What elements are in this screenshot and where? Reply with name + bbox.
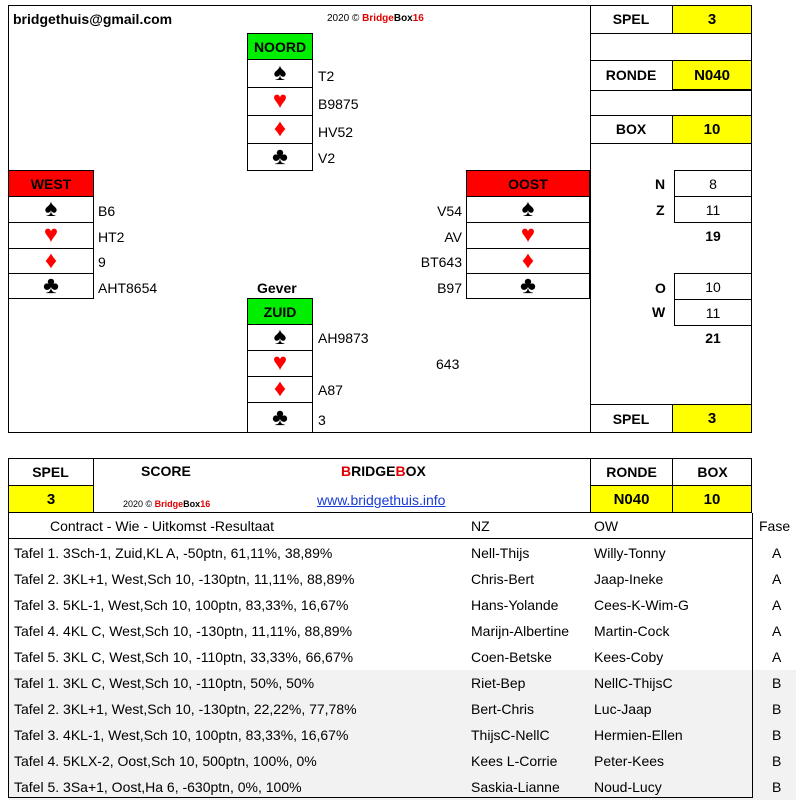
ow-cell: Jaap-Ineke [594, 571, 664, 587]
loose-text: 643 [436, 356, 460, 372]
website-link[interactable]: www.bridgethuis.info [317, 492, 446, 508]
result-cell: Tafel 2. 3KL+1, West,Sch 10, -130ptn, 22,22%, 77,78% [14, 701, 357, 717]
result-cell: Tafel 3. 4KL-1, West,Sch 10, 100ptn, 83,33%, 16,67% [14, 727, 349, 743]
copyright-bottom: 2020 © BridgeBox16 [123, 499, 211, 509]
spade-icon: ♠ [521, 195, 535, 222]
result-cell: Tafel 3. 5KL-1, West,Sch 10, 100ptn, 83,33%, 16,67% [14, 597, 349, 613]
nz-cell: Chris-Bert [471, 571, 535, 587]
oost-clubs: B97 [437, 280, 462, 296]
heart-icon: ♥ [272, 87, 288, 114]
result-cell: Tafel 1. 3KL C, West,Sch 10, -110ptn, 50%, 50% [14, 675, 315, 691]
result-cell: Tafel 2. 3KL+1, West,Sch 10, -130ptn, 11,11%, 88,89% [14, 571, 355, 587]
spade-icon: ♠ [273, 323, 287, 350]
oost-label: OOST [466, 170, 590, 197]
diamond-icon: ♦ [273, 115, 287, 142]
west-clubs: AHT8654 [98, 280, 158, 296]
table-row[interactable] [0, 618, 796, 644]
ow-cell: Luc-Jaap [594, 701, 652, 717]
nz-cell: Marijn-Albertine [471, 623, 570, 639]
noord-hearts: B9875 [318, 96, 359, 112]
score-box-value: 10 [673, 486, 751, 512]
score-label: SCORE [141, 463, 191, 479]
brand-title: BRIDGEBOX [341, 463, 426, 479]
result-cell: Tafel 5. 3KL C, West,Sch 10, -110ptn, 33,33%, 66,67% [14, 649, 354, 665]
w-value: 11 [674, 299, 752, 326]
table-row[interactable] [0, 566, 796, 592]
fase-cell: B [772, 701, 782, 717]
score-spel-value: 3 [9, 486, 93, 512]
zuid-diamonds: A87 [318, 382, 343, 398]
result-cell: Tafel 5. 3Sa+1, Oost,Ha 6, -630ptn, 0%, 100% [14, 779, 302, 795]
box-label: BOX [615, 121, 647, 137]
ow-total: 21 [705, 330, 721, 346]
table-row[interactable] [0, 644, 796, 670]
noord-clubs: V2 [318, 150, 336, 166]
club-icon: ♣ [520, 272, 536, 299]
email-label: bridgethuis@gmail.com [13, 11, 173, 27]
club-icon: ♣ [272, 403, 288, 431]
fase-cell: A [772, 597, 782, 613]
nz-cell: Kees L-Corrie [471, 753, 558, 769]
col-fase-header: Fase [759, 518, 791, 534]
spel-value-bottom: 3 [672, 404, 752, 433]
result-cell: Tafel 4. 5KLX-2, Oost,Sch 10, 500ptn, 100%, 0% [14, 753, 317, 769]
ow-cell: Martin-Cock [594, 623, 670, 639]
nz-cell: Hans-Yolande [471, 597, 559, 613]
ronde-label: RONDE [605, 67, 657, 83]
oost-diamonds: BT643 [420, 254, 462, 270]
diamond-icon: ♦ [44, 246, 58, 274]
nz-cell: Coen-Betske [471, 649, 552, 665]
table-row[interactable] [0, 722, 796, 748]
ow-cell: Noud-Lucy [594, 779, 662, 795]
fase-cell: B [772, 727, 782, 743]
result-cell: Tafel 1. 3Sch-1, Zuid,KL A, -50ptn, 61,11%, 38,89% [14, 545, 333, 561]
col-ow-header: OW [594, 518, 619, 534]
spade-icon: ♠ [44, 195, 58, 222]
ow-cell: Willy-Tonny [594, 545, 666, 561]
west-hearts: HT2 [98, 229, 125, 245]
ronde-value: N040 [672, 60, 752, 90]
z-value: 11 [674, 196, 752, 223]
ow-cell: Kees-Coby [594, 649, 664, 665]
club-icon: ♣ [43, 272, 59, 299]
fase-cell: B [772, 675, 782, 691]
heart-icon: ♥ [520, 221, 536, 248]
fase-cell: A [772, 571, 782, 587]
col-nz-header: NZ [471, 518, 490, 534]
col-contract-header: Contract - Wie - Uitkomst -Resultaat [50, 518, 275, 534]
ow-cell: Peter-Kees [594, 753, 665, 769]
oost-hearts: AV [444, 229, 462, 245]
score-spel-label: SPEL [32, 463, 69, 480]
n-value: 8 [674, 170, 752, 197]
ow-cell: NellC-ThijsC [594, 675, 673, 691]
nz-total: 19 [705, 228, 721, 244]
heart-icon: ♥ [43, 221, 59, 248]
diamond-icon: ♦ [273, 375, 287, 402]
table-row[interactable] [0, 540, 796, 566]
west-spades: B6 [98, 203, 116, 219]
club-icon: ♣ [272, 143, 288, 170]
z-label: Z [656, 202, 665, 218]
spel-label-bottom: SPEL [612, 410, 650, 427]
ow-cell: Hermien-Ellen [594, 727, 683, 743]
spel-value: 3 [672, 5, 752, 34]
west-label: WEST [8, 170, 94, 197]
result-cell: Tafel 4. 4KL C, West,Sch 10, -130ptn, 11,11%, 88,89% [14, 623, 353, 639]
nz-cell: Bert-Chris [471, 701, 535, 717]
west-diamonds: 9 [98, 254, 106, 270]
fase-cell: A [772, 649, 782, 665]
fase-cell: B [772, 753, 782, 769]
table-row[interactable] [0, 592, 796, 618]
score-box-label: BOX [697, 463, 728, 480]
copyright-top: 2020 © BridgeBox16 [327, 13, 424, 24]
table-row[interactable] [0, 748, 796, 774]
oost-spades: V54 [437, 203, 462, 219]
zuid-clubs: 3 [318, 412, 326, 428]
table-row[interactable] [0, 696, 796, 722]
fase-cell: B [772, 779, 782, 795]
fase-cell: A [772, 623, 782, 639]
o-value: 10 [674, 273, 752, 300]
w-label: W [652, 304, 666, 320]
heart-icon: ♥ [272, 349, 288, 376]
nz-cell: Riet-Bep [471, 675, 526, 691]
zuid-label: ZUID [247, 298, 313, 325]
ow-cell: Cees-K-Wim-G [594, 597, 689, 613]
noord-label: NOORD [247, 33, 313, 60]
noord-spades: T2 [318, 68, 335, 84]
dealer-label: Gever [257, 280, 297, 296]
nz-cell: Saskia-Lianne [471, 779, 560, 795]
o-label: O [655, 280, 666, 296]
spade-icon: ♠ [273, 59, 287, 86]
fase-cell: A [772, 545, 782, 561]
nz-cell: ThijsC-NellC [471, 727, 550, 743]
noord-diamonds: HV52 [318, 124, 354, 140]
spel-label: SPEL [612, 11, 650, 27]
score-ronde-value: N040 [591, 486, 672, 512]
nz-cell: Nell-Thijs [471, 545, 530, 561]
n-label: N [655, 176, 666, 192]
box-value: 10 [672, 115, 752, 144]
diamond-icon: ♦ [521, 246, 535, 274]
table-row[interactable] [0, 670, 796, 696]
zuid-spades: AH9873 [318, 330, 369, 346]
score-ronde-label: RONDE [606, 463, 657, 480]
